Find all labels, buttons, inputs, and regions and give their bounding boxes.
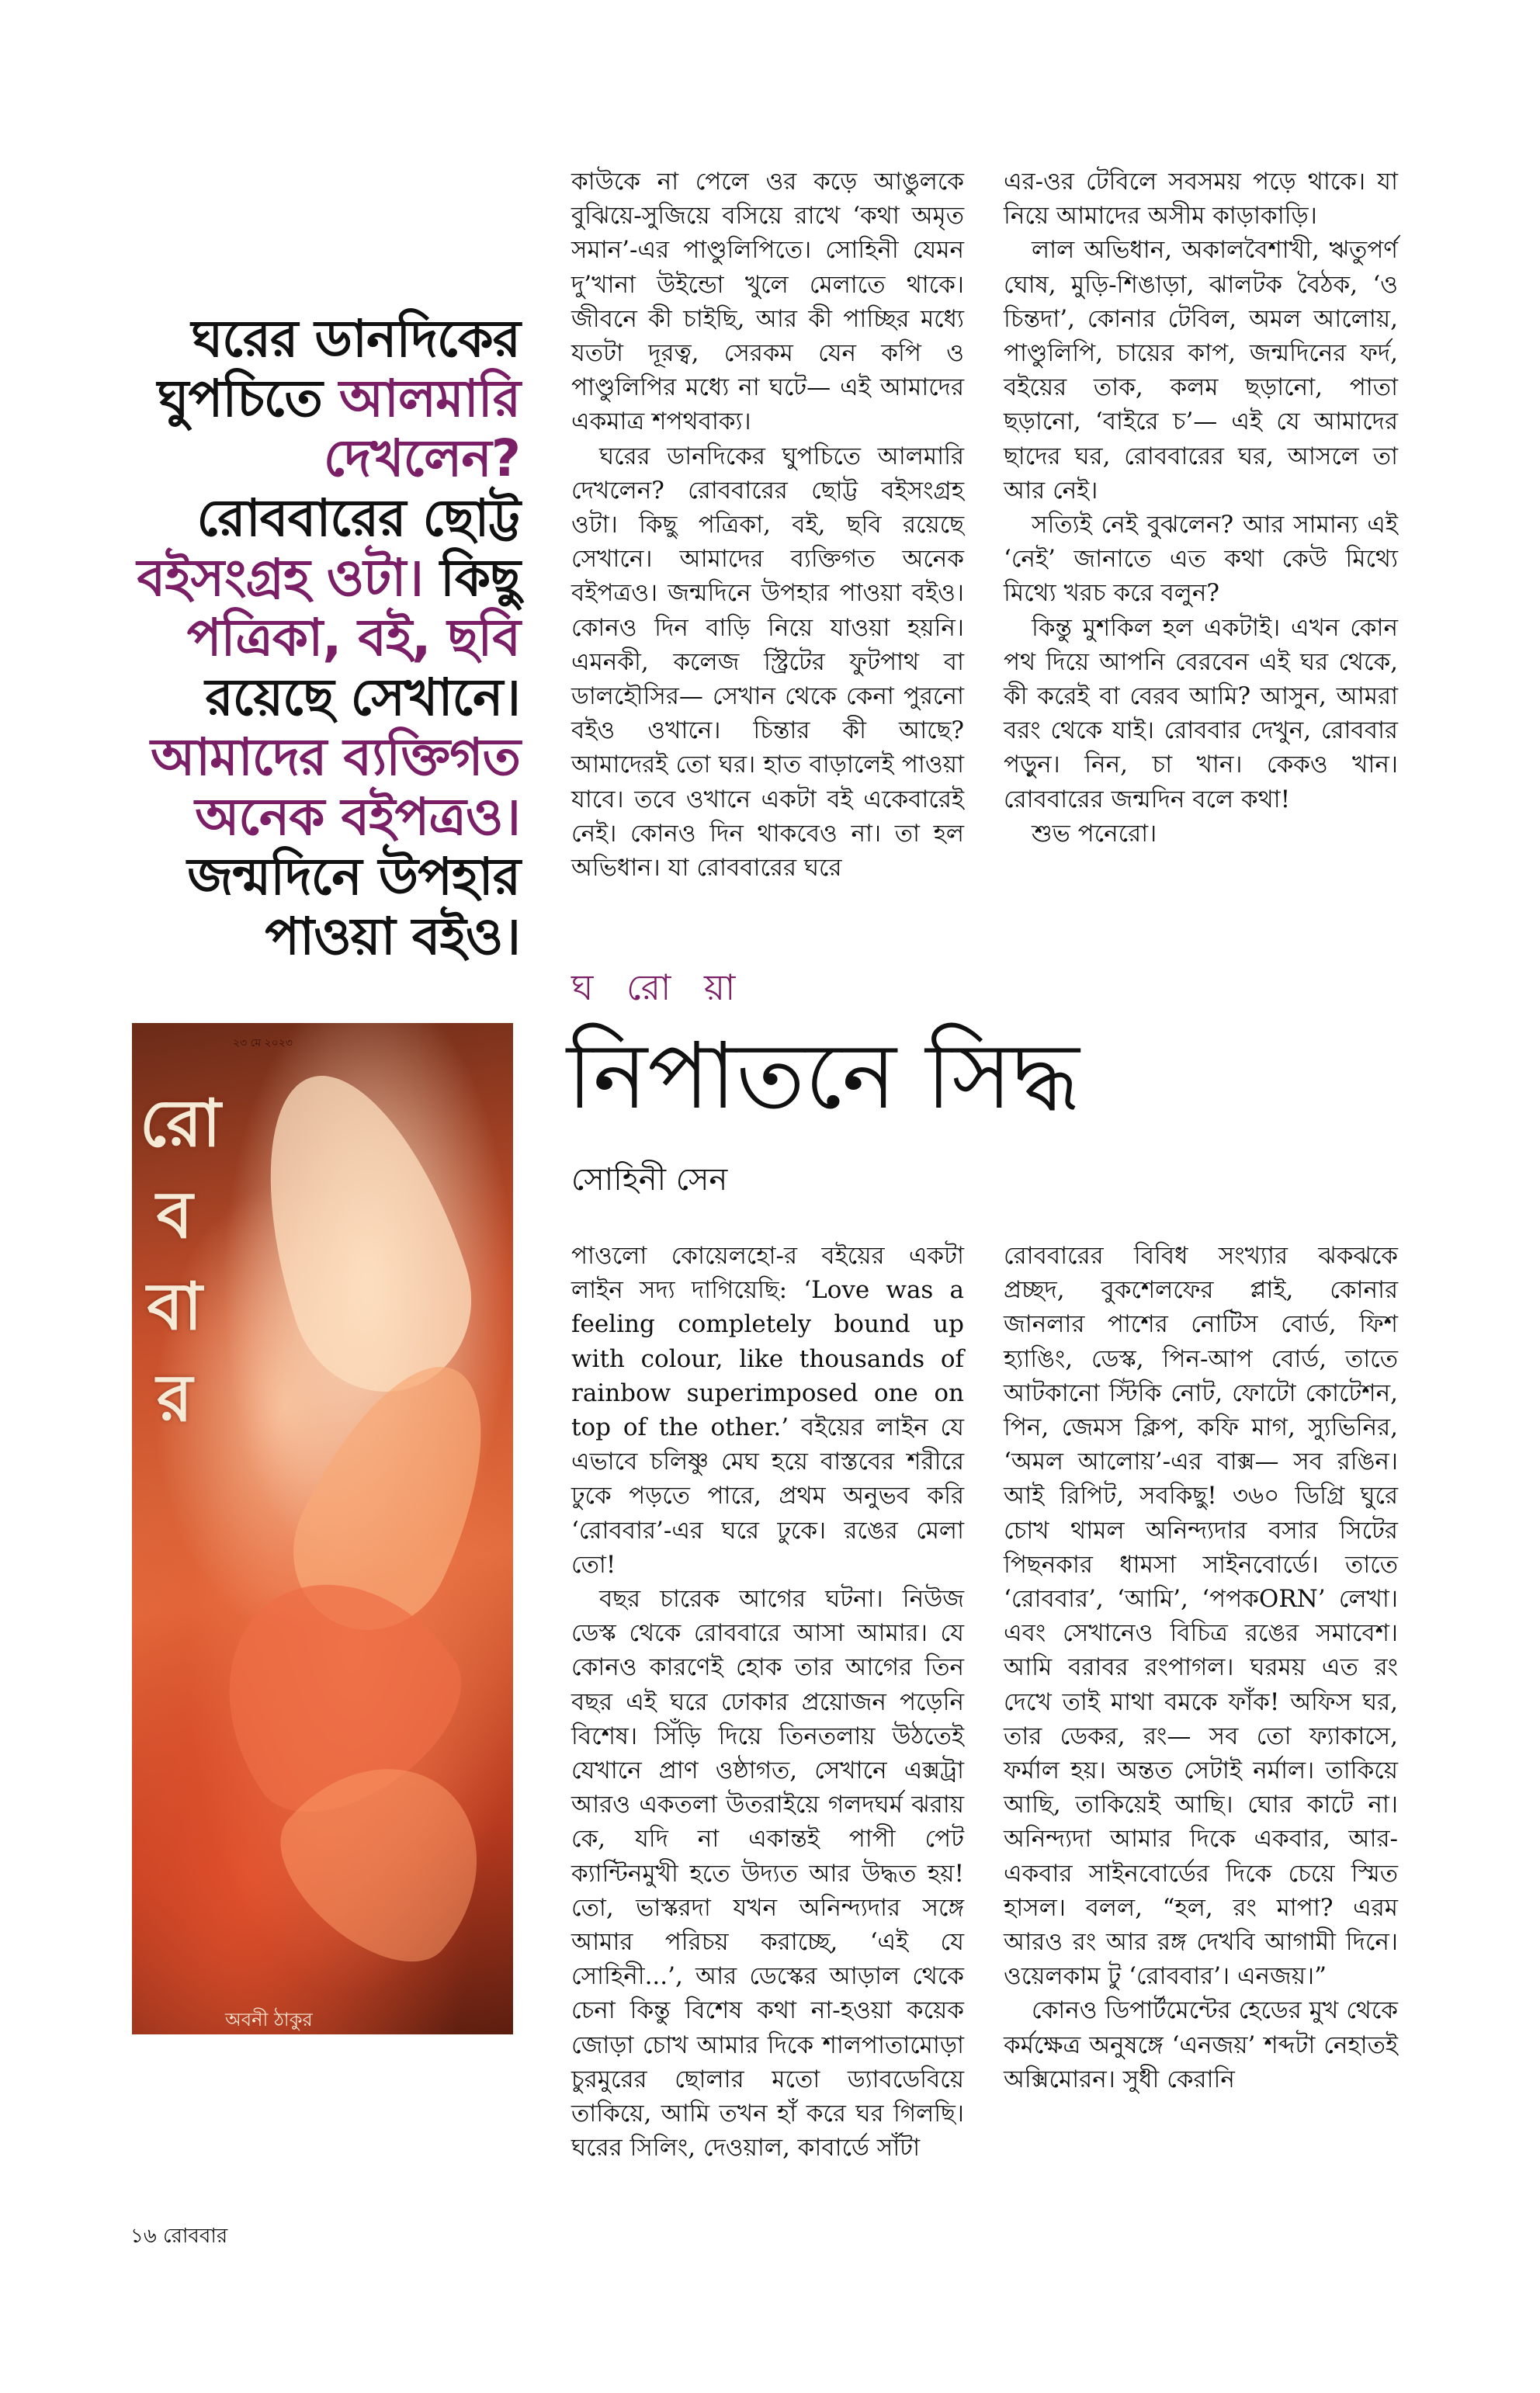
paragraph: কিন্তু মুশকিল হল একটাই। এখন কোন পথ দিয়ে আপনি বেরবেন এই ঘর থেকে, কী করেই বা বেরব আমি? আসুন, আমরা বরং থেকে যাই। রোববার দেখুন, রোববার পড়ুন। নিন, চা খান। কেকও খান। রোববারের জন্মদিন বলে কথা! xyxy=(1004,613,1398,813)
feature-column-2 xyxy=(1004,1239,1398,2096)
paragraph: সত্যিই নেই বুঝলেন? আর সামান্য এই ‘নেই’ জানাতে এত কথা কেউ মিথ্যে মিথ্যে খরচ করে বলুন? xyxy=(1004,511,1398,608)
cover-title xyxy=(140,1077,221,1444)
pull-quote-line: ঘরের ডানদিকের xyxy=(191,309,520,369)
paragraph: রোববারের বিবিধ সংখ্যার ঝকঝকে প্রচ্ছদ, বুকশেলফের প্লাই, কোনার জানলার পাশের নোটিস বোর্ড, ফিশ হ্যাঙিং, ডেস্ক, পিন-আপ বোর্ড, তাতে আটকানো স্টিকি নোট, ফোটো কোটেশন, পিন, জেমস ক্লিপ, কফি মাগ, স্যুভিনির, ‘অমল আলোয়’-এর বাক্স— সব রঙিন। আই রিপিট, সবকিছু! ৩৬০ ডিগ্রি ঘুরে চোখ থামল অনিন্দ্যদার বসার সিটের পিছনকার ধামসা সাইনবোর্ডে। তাতে ‘রোববার’, ‘আমি’, ‘পপকORN’ লেখা। এবং সেখানেও বিচিত্র রঙের সমাবেশ। আমি বরাবর রংপাগল। ঘরময় এত রং দেখে তাই মাথা বমকে ফাঁক! অফিস ঘর, তার ডেকর, রং— সব তো ফ্যাকাসে, ফর্মাল হয়। অন্তত সেটাই নর্মাল। তাকিয়ে আছি, তাকিয়েই আছি। ঘোর কাটে না। অনিন্দ্যদা আমার দিকে একবার, আর-একবার সাইনবোর্ডের দিকে চেয়ে স্মিত হাসল। বলল, “হল, রং মাপা? এরম আরও রং আর রঙ্গ দেখবি আগামী দিনে। ওয়েলকাম টু ‘রোববার’। এনজয়।” xyxy=(1004,1242,1398,1991)
cover-author: অবনী ঠাকুর xyxy=(225,2009,313,2031)
cover-title-glyph: রো xyxy=(140,1084,221,1161)
top-article-column-2 xyxy=(1004,165,1398,851)
headline: নিপাতনে সিদ্ধ xyxy=(567,1022,1080,1129)
cover-title-glyph: ব xyxy=(156,1176,193,1253)
paragraph: শুভ পনেরো। xyxy=(1032,819,1157,848)
paragraph: লাল অভিধান, অকালবৈশাখী, ঋতুপর্ণ ঘোষ, মুড়ি-শিঙাড়া, ঝালটক বৈঠক, ‘ও চিন্তদা’, কোনার টেবিল, অমল আলোয়, পাণ্ডুলিপি, চায়ের কাপ, জন্মদিনের ফর্দ, বইয়ের তাক, কলম ছড়ানো, পাতা ছড়ানো, ‘বাইরে চ’— এই যে আমাদের ছাদের ঘর, রোববারের ঘর, আসলে তা আর নেই। xyxy=(1004,236,1398,505)
top-article-column-1 xyxy=(571,165,964,885)
paragraph: বছর চারেক আগের ঘটনা। নিউজ ডেস্ক থেকে রোববারে আসা আমার। যে কোনও কারণেই হোক তার আগের তিন বছর এই ঘরে ঢোকার প্রয়োজন পড়েনি বিশেষ। সিঁড়ি দিয়ে তিনতলায় উঠতেই যেখানে প্রাণ ওষ্ঠাগত, সেখানে এক্সট্রা আরও একতলা উতরাইয়ে গলদঘর্ম ঝরায় কে, যদি না একান্তই পাপী পেট ক্যান্টিনমুখী হতে উদ্যত আর উদ্ধত হয়! তো, ভাস্করদা যখন অনিন্দ্যদার সঙ্গে আমার পরিচয় করাচ্ছে, ‘এই যে সোহিনী...’, আর ডেস্কের আড়াল থেকে চেনা কিন্তু বিশেষ কথা না-হওয়া কয়েক জোড়া চোখ আমার দিকে শালপাতামোড়া চুরমুরের ছোলার মতো ড্যাবডেবিয়ে তাকিয়ে, আমি তখন হাঁ করে ঘর গিলছি। ঘরের সিলিং, দেওয়াল, কাবার্ডে সাঁটা xyxy=(571,1585,964,2162)
paragraph: কাউকে না পেলে ওর কড়ে আঙুলকে বুঝিয়ে-সুজিয়ে বসিয়ে রাখে ‘কথা অমৃত সমান’-এর পাণ্ডুলিপিতে। সোহিনী যেমন দু’খানা উইন্ডো খুলে মেলাতে থাকে। জীবনে কী চাইছি, আর কী পাচ্ছির মধ্যে যতটা দূরত্ব, সেরকম যেন কপি ও পাণ্ডুলিপির মধ্যে না ঘটে— এই আমাদের একমাত্র শপথবাক্য। xyxy=(571,168,964,436)
pull-quote-line: পত্রিকা, বই, ছবি xyxy=(186,608,520,668)
pull-quote-line: রয়েছে সেখানে। xyxy=(205,668,520,727)
pull-quote-line: আমাদের ব্যক্তিগত xyxy=(151,727,520,787)
pull-quote xyxy=(93,309,520,966)
magazine-cover-image xyxy=(132,1023,513,2034)
paragraph: পাওলো কোয়েলহো-র বইয়ের একটা লাইন সদ্য দাগিয়েছি: ‘Love was a feeling completely bound up with colour, like thousands of rainbow superimposed one on top of the other.’ বইয়ের লাইন যে এভাবে চলিষ্ণু মেঘ হয়ে বাস্তবের শরীরে ঢুকে পড়তে পারে, প্রথম অনুভব করি ‘রোববার’-এর ঘরে ঢুকে। রঙের মেলা তো! xyxy=(571,1242,964,1579)
pull-quote-line: ঘুপচিতে আলমারি xyxy=(157,369,520,428)
byline: সোহিনী সেন xyxy=(571,1162,728,1198)
pull-quote-line: দেখলেন? xyxy=(323,428,520,488)
pull-quote-line: অনেক বইপত্রও। xyxy=(195,787,520,847)
petal-shape xyxy=(226,1050,497,1416)
pull-quote-line: জন্মদিনে উপহার xyxy=(187,847,520,907)
paragraph: ঘরের ডানদিকের ঘুপচিতে আলমারি দেখলেন? রোববারের ছোট্ট বইসংগ্রহ ওটা। কিছু পত্রিকা, বই, ছবি রয়েছে সেখানে। আমাদের ব্যক্তিগত অনেক বইপত্রও। জন্মদিনে উপহার পাওয়া বইও। কোনও দিন বাড়ি নিয়ে যাওয়া হয়নি। এমনকী, কলেজ স্ট্রিটের ফুটপাথ বা ডালহৌসির— সেখান থেকে কেনা পুরনো বইও ওখানে। চিন্তার কী আছে? আমাদেরই তো ঘর। হাত বাড়ালেই পাওয়া যাবে। তবে ওখানে একটা বই একেবারেই নেই। কোনও দিন থাকবেও না। তা হল অভিধান। যা রোববারের ঘরে xyxy=(571,442,964,883)
pull-quote-line: রোববারের ছোট্ট xyxy=(196,488,520,548)
cover-title-glyph: র xyxy=(156,1359,193,1436)
cover-date: ২৩ মে ২০২৩ xyxy=(233,1037,293,1049)
cover-title-glyph: বা xyxy=(147,1268,203,1344)
pull-quote-line: বইসংগ্রহ ওটা। কিছু xyxy=(137,548,520,608)
paragraph: এর-ওর টেবিলে সবসময় পড়ে থাকে। যা নিয়ে আমাদের অসীম কাড়াকাড়ি। xyxy=(1004,168,1398,231)
pull-quote-line: পাওয়া বইও। xyxy=(265,907,520,966)
paragraph: কোনও ডিপার্টমেন্টের হেডের মুখ থেকে কর্মক্ষেত্র অনুষঙ্গে ‘এনজয়’ শব্দটা নেহাতই অক্সিমোরন। সুধী কেরানি xyxy=(1004,1996,1398,2093)
section-kicker: ঘ রো য়া xyxy=(571,966,747,1008)
feature-column-1 xyxy=(571,1239,964,2165)
page-folio: ১৬ রোববার xyxy=(130,2225,228,2248)
